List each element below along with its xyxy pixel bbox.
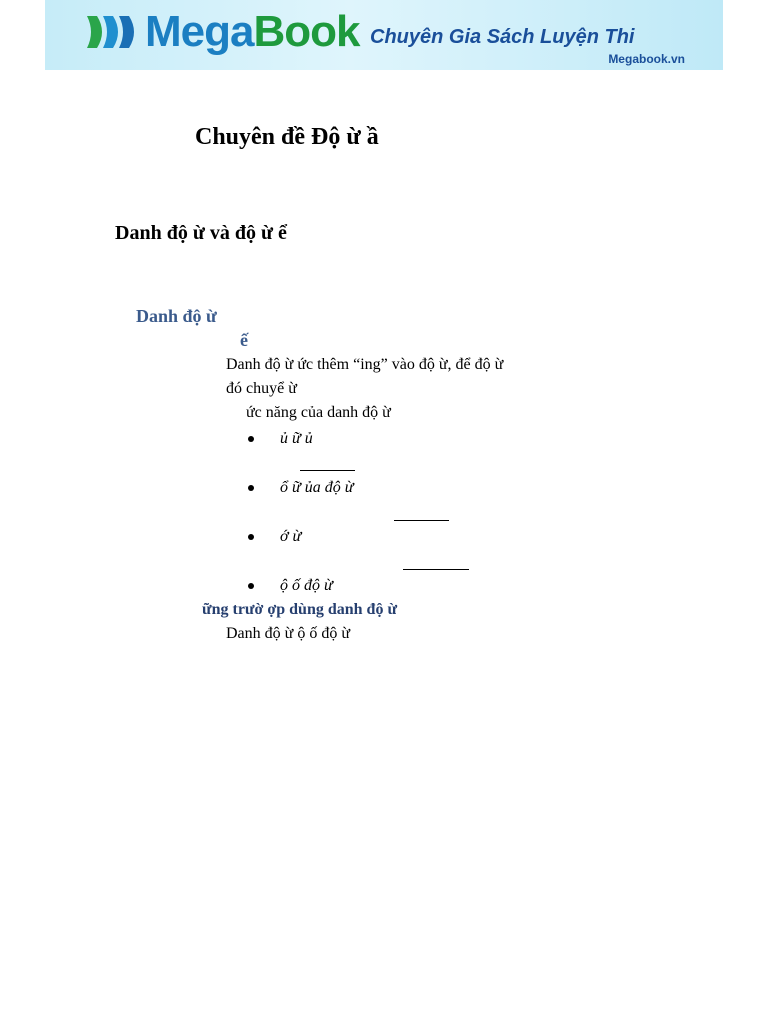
bullet-item-4 bbox=[248, 577, 333, 595]
definition-text-line-2: đó chuyể ừ bbox=[226, 380, 297, 397]
definition-text-line-1: Danh độ ừ ức thêm “ing” vào độ ừ, để độ ừ bbox=[226, 356, 504, 373]
section-title: Danh độ ừ và độ ừ ể bbox=[115, 222, 287, 244]
header-banner bbox=[45, 0, 723, 70]
bullet-dot-icon bbox=[248, 436, 254, 442]
brand-word-mega: Mega bbox=[145, 7, 254, 56]
sub-heading-gerund-cont: ế bbox=[240, 330, 248, 350]
bullet-dot-icon bbox=[248, 534, 254, 540]
fill-in-blank-2 bbox=[394, 520, 449, 521]
bullet-item-1 bbox=[248, 430, 313, 448]
brand-website: Megabook.vn bbox=[608, 52, 685, 66]
bullet-text: ổ ữ ủa độ ừ bbox=[280, 479, 354, 496]
bullet-dot-icon bbox=[248, 583, 254, 589]
bullet-item-2 bbox=[248, 479, 353, 497]
fill-in-blank-3 bbox=[403, 569, 469, 570]
function-intro-text: ức năng của danh độ ừ bbox=[246, 404, 391, 421]
brand-word-book: Book bbox=[253, 7, 360, 56]
sub-heading-usage-cases: ững trườ ợp dùng danh độ ừ bbox=[202, 601, 398, 618]
bullet-dot-icon bbox=[248, 485, 254, 491]
usage-text-line: Danh độ ừ ộ ố độ ừ bbox=[226, 625, 350, 642]
document-title: Chuyên đề Độ ừ ầ bbox=[195, 124, 379, 150]
bullet-text: ủ ữ ủ bbox=[280, 430, 313, 447]
fill-in-blank-1 bbox=[300, 470, 355, 471]
bullet-item-3 bbox=[248, 528, 301, 546]
bullet-text: ộ ố độ ừ bbox=[280, 577, 333, 594]
megabook-logo-icon bbox=[85, 14, 141, 50]
brand-slogan: Chuyên Gia Sách Luyện Thi bbox=[370, 26, 635, 48]
sub-heading-gerund: Danh độ ừ bbox=[136, 306, 217, 326]
bullet-text: ớ ừ bbox=[280, 528, 302, 545]
brand-wordmark bbox=[145, 6, 359, 58]
